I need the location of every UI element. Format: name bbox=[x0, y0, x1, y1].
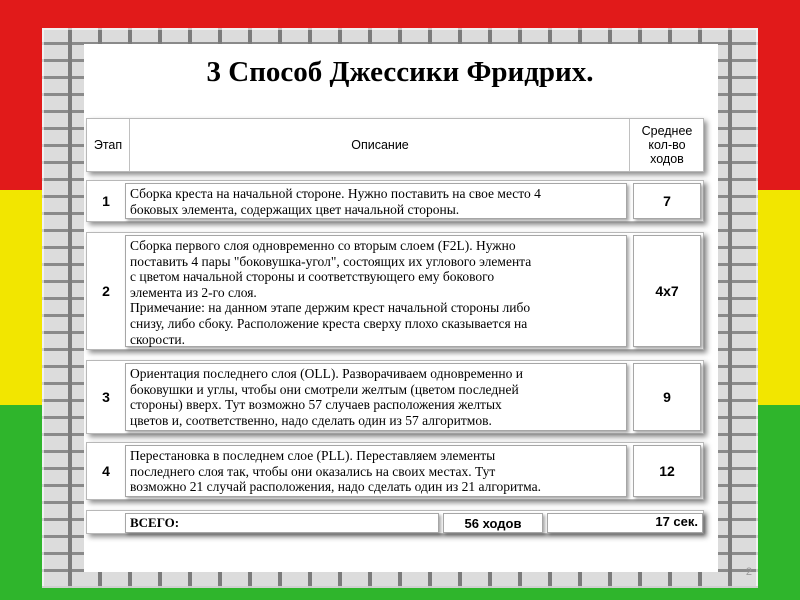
row-moves: 9 bbox=[633, 363, 701, 431]
row-stage: 2 bbox=[102, 283, 110, 299]
total-moves: 56 ходов bbox=[443, 513, 543, 533]
total-label: ВСЕГО: bbox=[125, 513, 439, 533]
row-description: Сборка первого слоя одновременно со вторым слоем (F2L). Нужно поставить 4 пары "боковушка-угол", состоящих их углового элемента с цветом начальной стороны и соответствующего ему бокового элемента из 2-го слоя. Примечание: на данном этапе держим крест начальной стороны либо снизу, либо сбоку. Расположение креста сверху плохо сказывается на скорости. bbox=[125, 235, 627, 347]
table-row bbox=[86, 232, 704, 350]
row-moves: 4x7 bbox=[633, 235, 701, 347]
row-stage: 4 bbox=[102, 463, 110, 479]
header-avg-moves: Среднее кол-во ходов bbox=[629, 119, 704, 171]
table-total-row bbox=[86, 510, 704, 534]
row-description: Перестановка в последнем слое (PLL). Переставляем элементы последнего слоя так, чтобы они оказались на своих местах. Тут возможно 21 случай расположения, надо сделать один из 21 алгоритма. bbox=[125, 445, 627, 497]
table-row bbox=[86, 360, 704, 434]
row-stage: 3 bbox=[102, 389, 110, 405]
row-moves: 12 bbox=[633, 445, 701, 497]
header-stage: Этап bbox=[93, 138, 123, 152]
slide-title: 3 Способ Джессики Фридрих. bbox=[206, 56, 594, 88]
header-description: Описание bbox=[129, 119, 630, 171]
page-number: 2 bbox=[745, 566, 752, 578]
row-description: Ориентация последнего слоя (OLL). Разворачиваем одновременно и боковушки и углы, чтобы они смотрели желтым (цветом последней стороны) вверх. Тут возможно 57 случаев расположения желтых цветов и, соответственно, надо сделать один из 57 алгоритмов. bbox=[125, 363, 627, 431]
row-description: Сборка креста на начальной стороне. Нужно поставить на свое место 4 боковых элемента, содержащих цвет начальной стороны. bbox=[125, 183, 627, 219]
total-time: 17 сек. bbox=[547, 513, 703, 533]
table-row bbox=[86, 442, 704, 500]
table-row bbox=[86, 180, 704, 222]
table-header-row bbox=[86, 118, 704, 172]
row-moves: 7 bbox=[633, 183, 701, 219]
row-stage: 1 bbox=[102, 193, 110, 209]
